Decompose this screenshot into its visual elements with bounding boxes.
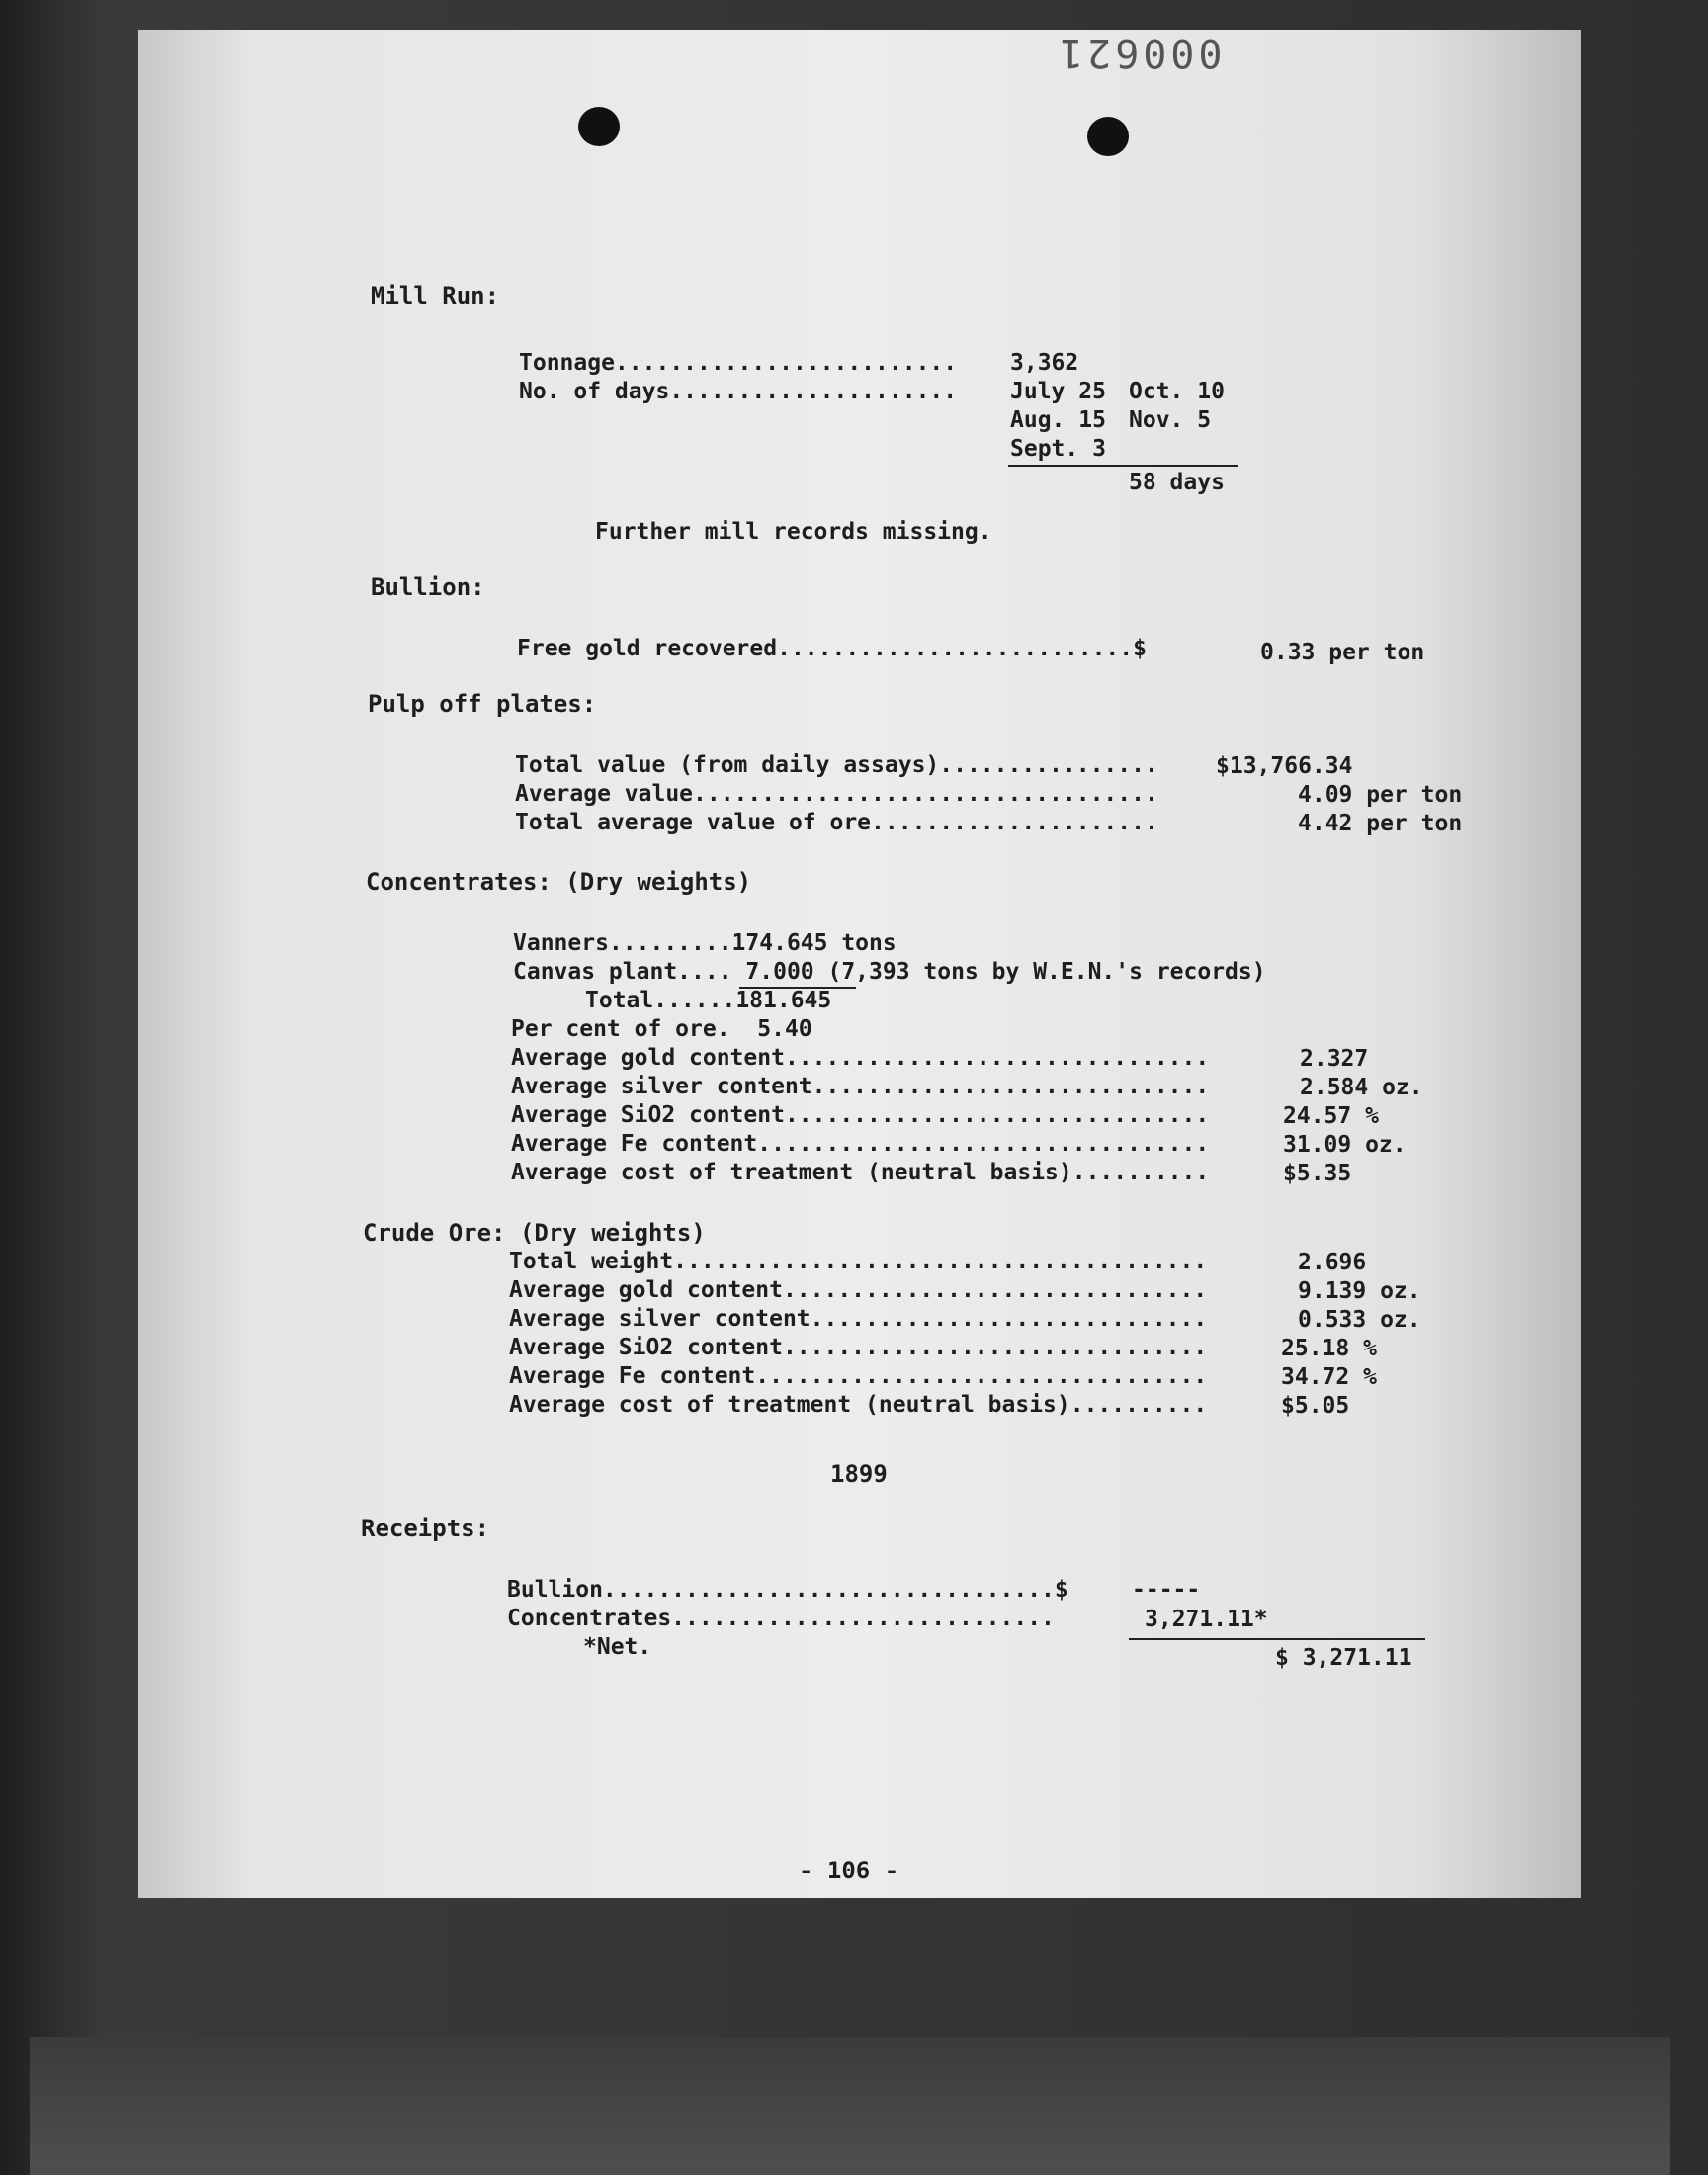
bullion-heading: Bullion: xyxy=(371,573,485,601)
receipts-concentrates-label: Concentrates............................ xyxy=(507,1606,1055,1631)
net-footnote: *Net. xyxy=(583,1634,652,1660)
serial-number: 000621 xyxy=(1056,30,1223,75)
pulp-row-value: $13,766.34 xyxy=(1216,753,1353,779)
date-1: July 25 xyxy=(1010,379,1106,404)
pulp-row-label: Total average value of ore..................... xyxy=(515,810,1158,835)
vanners-line: Vanners.........174.645 tons xyxy=(513,930,897,956)
pulp-row-value: 4.09 per ton xyxy=(1298,782,1463,808)
mill-run-heading: Mill Run: xyxy=(371,282,500,309)
crude-ore-row-value: 34.72 % xyxy=(1281,1364,1377,1390)
punch-hole-left xyxy=(578,107,620,146)
date-4: Nov. 5 xyxy=(1129,407,1212,433)
crude-ore-row-label: Average cost of treatment (neutral basis).......... xyxy=(509,1392,1208,1418)
days-total-rule xyxy=(1008,465,1238,467)
date-2: Oct. 10 xyxy=(1129,379,1225,404)
pulp-row-label: Average value.................................. xyxy=(515,781,1158,807)
receipts-bullion-label: Bullion.................................$ xyxy=(507,1577,1068,1603)
date-3: Aug. 15 xyxy=(1010,407,1106,433)
canvas-plant-line: Canvas plant.... 7.000 (7,393 tons by W.E.N.'s records) xyxy=(513,959,1266,985)
free-gold-label: Free gold recovered..........................$ xyxy=(517,636,1147,661)
free-gold-value: 0.33 per ton xyxy=(1260,640,1425,665)
crude-ore-row-value: 25.18 % xyxy=(1281,1336,1377,1361)
concentrates-heading: Concentrates: (Dry weights) xyxy=(366,868,752,896)
concentrates-row-value: 2.327 xyxy=(1300,1046,1369,1072)
concentrates-row-label: Average Fe content................................. xyxy=(511,1131,1210,1157)
concentrates-row-label: Average silver content............................. xyxy=(511,1074,1210,1099)
concentrates-total-line: Total......181.645 xyxy=(585,988,832,1013)
document-page xyxy=(138,30,1581,1898)
concentrates-row-value: 24.57 % xyxy=(1283,1103,1379,1129)
pulp-row-label: Total value (from daily assays)................ xyxy=(515,752,1158,778)
tonnage-value: 3,362 xyxy=(1010,350,1079,376)
year-heading: 1899 xyxy=(830,1460,888,1488)
tonnage-label: Tonnage......................... xyxy=(519,350,958,376)
punch-hole-right xyxy=(1087,117,1129,156)
pulp-heading: Pulp off plates: xyxy=(368,690,597,718)
scan-bottom-strip xyxy=(30,2037,1670,2175)
receipts-bullion-value: ----- xyxy=(1132,1577,1201,1603)
concentrates-row-label: Average SiO2 content............................... xyxy=(511,1102,1210,1128)
days-label: No. of days..................... xyxy=(519,379,958,404)
receipts-total-value: $ 3,271.11 xyxy=(1275,1645,1412,1671)
crude-ore-heading: Crude Ore: (Dry weights) xyxy=(363,1219,706,1247)
crude-ore-row-label: Average gold content............................... xyxy=(509,1277,1208,1303)
date-5: Sept. 3 xyxy=(1010,436,1106,462)
receipts-concentrates-value: 3,271.11* xyxy=(1145,1607,1268,1632)
page-number: - 106 - xyxy=(799,1857,899,1884)
concentrates-row-value: 31.09 oz. xyxy=(1283,1132,1407,1158)
crude-ore-row-label: Total weight....................................... xyxy=(509,1249,1208,1274)
receipts-total-rule xyxy=(1129,1638,1425,1640)
concentrates-row-value: $5.35 xyxy=(1283,1161,1352,1186)
crude-ore-row-value: 9.139 oz. xyxy=(1298,1278,1421,1304)
mill-records-note: Further mill records missing. xyxy=(595,519,992,545)
pulp-row-value: 4.42 per ton xyxy=(1298,811,1463,836)
crude-ore-row-label: Average SiO2 content............................... xyxy=(509,1335,1208,1360)
receipts-heading: Receipts: xyxy=(361,1515,490,1542)
crude-ore-row-label: Average Fe content................................. xyxy=(509,1363,1208,1389)
concentrates-row-value: 2.584 oz. xyxy=(1300,1075,1423,1100)
crude-ore-row-value: $5.05 xyxy=(1281,1393,1350,1419)
concentrates-row-label: Average gold content............................... xyxy=(511,1045,1210,1071)
concentrates-row-label: Average cost of treatment (neutral basis).......... xyxy=(511,1160,1210,1185)
crude-ore-row-value: 0.533 oz. xyxy=(1298,1307,1421,1333)
crude-ore-row-label: Average silver content............................. xyxy=(509,1306,1208,1332)
per-cent-of-ore: Per cent of ore. 5.40 xyxy=(511,1016,812,1042)
total-days: 58 days xyxy=(1129,470,1225,495)
crude-ore-row-value: 2.696 xyxy=(1298,1250,1367,1275)
